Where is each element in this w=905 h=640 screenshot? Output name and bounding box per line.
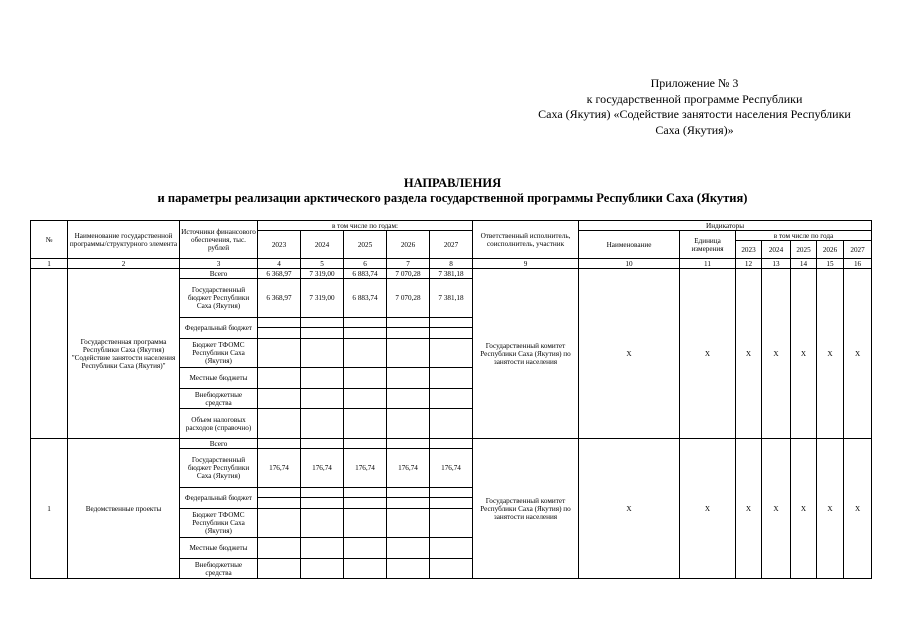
- empty-cell: [344, 498, 387, 509]
- header-year: 2026: [387, 231, 430, 259]
- empty-cell: [301, 389, 344, 409]
- header-unit: Единица измерения: [680, 231, 736, 259]
- state-value: 7 319,00: [301, 279, 344, 318]
- empty-cell: [258, 339, 301, 368]
- empty-cell: [387, 538, 430, 559]
- state-value: 7 070,28: [387, 279, 430, 318]
- empty-cell: [258, 559, 301, 579]
- total-value: 7 319,00: [301, 269, 344, 279]
- empty-cell: [258, 538, 301, 559]
- section-num: [31, 269, 68, 439]
- indicator-x: Х: [791, 439, 817, 579]
- header-ind-year: 2026: [817, 241, 844, 259]
- indicator-x: Х: [680, 439, 736, 579]
- indicator-x: Х: [844, 439, 872, 579]
- empty-cell: [344, 409, 387, 439]
- col-number: 4: [258, 259, 301, 269]
- empty-cell: [387, 488, 430, 498]
- source-extrabudget: Внебюджетные средства: [180, 389, 258, 409]
- empty-cell: [430, 389, 473, 409]
- source-total: Всего: [180, 439, 258, 449]
- column-number-row: [31, 259, 872, 269]
- empty-cell: [430, 328, 473, 339]
- empty-cell: [301, 559, 344, 579]
- total-value: [301, 439, 344, 449]
- empty-cell: [258, 409, 301, 439]
- empty-cell: [430, 498, 473, 509]
- empty-cell: [344, 328, 387, 339]
- col-number: 2: [68, 259, 180, 269]
- state-value: 6 368,97: [258, 279, 301, 318]
- empty-cell: [258, 389, 301, 409]
- source-tfoms: Бюджет ТФОМС Республики Саха (Якутия): [180, 509, 258, 538]
- empty-cell: [301, 538, 344, 559]
- empty-cell: [344, 368, 387, 389]
- header-year: 2024: [301, 231, 344, 259]
- source-tfoms: Бюджет ТФОМС Республики Саха (Якутия): [180, 339, 258, 368]
- total-value: 6 883,74: [344, 269, 387, 279]
- header-year: 2025: [344, 231, 387, 259]
- empty-cell: [387, 318, 430, 328]
- source-state-budget: Государственный бюджет Республики Саха (Якутия): [180, 279, 258, 318]
- section-name: Государственная программа Республики Саха (Якутия) "Содействие занятости населения Республики Саха (Якутия)": [68, 269, 180, 439]
- empty-cell: [430, 318, 473, 328]
- empty-cell: [258, 498, 301, 509]
- header-source: Источники финансового обеспечения, тыс. рублей: [180, 221, 258, 259]
- state-value: 176,74: [301, 449, 344, 488]
- source-federal: Федеральный бюджет: [180, 488, 258, 509]
- col-number: 14: [791, 259, 817, 269]
- source-extrabudget: Внебюджетные средства: [180, 559, 258, 579]
- col-number: 3: [180, 259, 258, 269]
- header-num: №: [31, 221, 68, 259]
- header-year: 2027: [430, 231, 473, 259]
- col-number: 13: [762, 259, 791, 269]
- state-value: 7 381,18: [430, 279, 473, 318]
- col-number: 12: [736, 259, 762, 269]
- empty-cell: [301, 498, 344, 509]
- empty-cell: [344, 389, 387, 409]
- empty-cell: [430, 339, 473, 368]
- empty-cell: [344, 318, 387, 328]
- source-tax-expenses: Объем налоговых расходов (справочно): [180, 409, 258, 439]
- header-ind-year: 2024: [762, 241, 791, 259]
- empty-cell: [387, 328, 430, 339]
- indicator-x: Х: [736, 269, 762, 439]
- state-value: 176,74: [387, 449, 430, 488]
- appendix-header: [522, 76, 867, 138]
- header-ind-year: 2023: [736, 241, 762, 259]
- appendix-line-2: к государственной программе Республики: [586, 91, 803, 106]
- total-value: 7 070,28: [387, 269, 430, 279]
- total-value: 7 381,18: [430, 269, 473, 279]
- header-year: 2023: [258, 231, 301, 259]
- source-federal: Федеральный бюджет: [180, 318, 258, 339]
- state-value: 6 883,74: [344, 279, 387, 318]
- document-title: [0, 176, 905, 206]
- empty-cell: [387, 339, 430, 368]
- source-state-budget: Государственный бюджет Республики Саха (Якутия): [180, 449, 258, 488]
- empty-cell: [430, 368, 473, 389]
- indicator-x: Х: [579, 439, 680, 579]
- empty-cell: [344, 559, 387, 579]
- section-responsible: Государственный комитет Республики Саха (Якутия) по занятости населения: [473, 439, 579, 579]
- indicator-x: Х: [844, 269, 872, 439]
- title-line-2: и параметры реализации арктического раздела государственной программы Республики Саха (Якутия): [157, 191, 748, 205]
- state-value: 176,74: [430, 449, 473, 488]
- empty-cell: [387, 389, 430, 409]
- header-row-1: [31, 221, 872, 231]
- col-number: 6: [344, 259, 387, 269]
- parameters-table: [30, 220, 872, 579]
- empty-cell: [258, 318, 301, 328]
- appendix-line-4: Саха (Якутия)»: [655, 122, 734, 137]
- empty-cell: [430, 488, 473, 498]
- empty-cell: [387, 498, 430, 509]
- total-value: 6 368,97: [258, 269, 301, 279]
- source-total: Всего: [180, 269, 258, 279]
- total-value: [430, 439, 473, 449]
- indicator-x: Х: [736, 439, 762, 579]
- header-name: Наименование государственной программы/структурного элемента: [68, 221, 180, 259]
- appendix-line-3: Саха (Якутия) «Содействие занятости населения Республики: [538, 107, 851, 121]
- empty-cell: [301, 488, 344, 498]
- empty-cell: [258, 328, 301, 339]
- empty-cell: [258, 368, 301, 389]
- empty-cell: [387, 368, 430, 389]
- section-responsible: Государственный комитет Республики Саха (Якутия) по занятости населения: [473, 269, 579, 439]
- empty-cell: [430, 409, 473, 439]
- col-number: 16: [844, 259, 872, 269]
- col-number: 1: [31, 259, 68, 269]
- source-local: Местные бюджеты: [180, 538, 258, 559]
- empty-cell: [387, 509, 430, 538]
- col-number: 8: [430, 259, 473, 269]
- empty-cell: [430, 559, 473, 579]
- indicator-x: Х: [762, 439, 791, 579]
- total-value: [344, 439, 387, 449]
- header-ind-year: 2025: [791, 241, 817, 259]
- title-line-1: НАПРАВЛЕНИЯ: [403, 176, 502, 190]
- header-ind-year: 2027: [844, 241, 872, 259]
- empty-cell: [258, 488, 301, 498]
- table-row: [31, 269, 872, 279]
- empty-cell: [387, 559, 430, 579]
- indicator-x: Х: [680, 269, 736, 439]
- indicator-x: Х: [762, 269, 791, 439]
- col-number: 15: [817, 259, 844, 269]
- total-value: [258, 439, 301, 449]
- empty-cell: [344, 488, 387, 498]
- appendix-line-1: Приложение № 3: [650, 76, 739, 90]
- state-value: 176,74: [258, 449, 301, 488]
- header-ind-by-years: в том числе по года: [736, 231, 872, 241]
- empty-cell: [344, 538, 387, 559]
- total-value: [387, 439, 430, 449]
- state-value: 176,74: [344, 449, 387, 488]
- empty-cell: [387, 409, 430, 439]
- empty-cell: [301, 368, 344, 389]
- header-by-years: в том числе по годам:: [258, 221, 473, 231]
- section-name: Ведомственные проекты: [68, 439, 180, 579]
- empty-cell: [301, 409, 344, 439]
- empty-cell: [430, 509, 473, 538]
- empty-cell: [301, 318, 344, 328]
- col-number: 9: [473, 259, 579, 269]
- indicator-x: Х: [817, 439, 844, 579]
- table-row: [31, 439, 872, 449]
- source-local: Местные бюджеты: [180, 368, 258, 389]
- col-number: 5: [301, 259, 344, 269]
- empty-cell: [430, 538, 473, 559]
- empty-cell: [344, 339, 387, 368]
- section-num: 1: [31, 439, 68, 579]
- empty-cell: [301, 339, 344, 368]
- col-number: 7: [387, 259, 430, 269]
- header-indicators: Индикаторы: [579, 221, 872, 231]
- col-number: 11: [680, 259, 736, 269]
- empty-cell: [301, 509, 344, 538]
- empty-cell: [344, 509, 387, 538]
- indicator-x: Х: [791, 269, 817, 439]
- col-number: 10: [579, 259, 680, 269]
- empty-cell: [301, 328, 344, 339]
- indicator-x: Х: [817, 269, 844, 439]
- indicator-x: Х: [579, 269, 680, 439]
- header-indicator-name: Наименование: [579, 231, 680, 259]
- header-responsible: Ответственный исполнитель, соисполнитель, участник: [473, 221, 579, 259]
- empty-cell: [258, 509, 301, 538]
